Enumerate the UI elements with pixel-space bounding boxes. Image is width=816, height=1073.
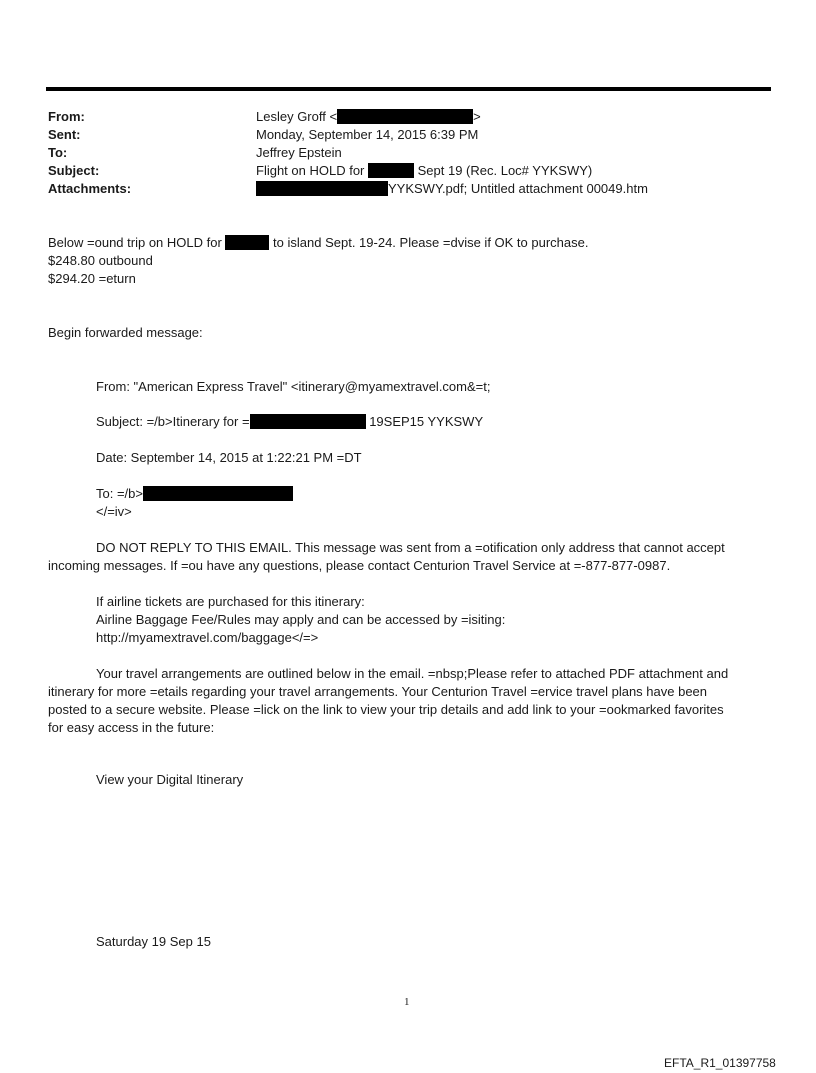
sent-value: Monday, September 14, 2015 6:39 PM	[256, 127, 479, 142]
fwd-subject-prefix: Subject: =/b>Itinerary for =	[96, 414, 250, 429]
sent-label: Sent:	[48, 127, 81, 142]
arrangements-line-3: posted to a secure website. Please =lick on the link to view your trip details and add link to your =ookmarked favorites	[48, 702, 724, 717]
to-value: Jeffrey Epstein	[256, 145, 342, 160]
fwd-to	[96, 485, 293, 503]
fwd-subject-suffix: 19SEP15 YYKSWY	[369, 414, 484, 429]
arrangements-line-2: itinerary for more =etails regarding your travel arrangements. Your Centurion Travel =ervice travel plans have been	[48, 684, 708, 699]
body-line-hold	[48, 234, 588, 252]
itinerary-date-heading: Saturday 19 Sep 15	[96, 934, 211, 949]
from-name: Lesley Groff <	[256, 109, 338, 124]
document-id: EFTA_R1_01397758	[664, 1056, 776, 1070]
redaction-box	[256, 181, 388, 196]
forwarded-intro: Begin forwarded message:	[48, 325, 203, 340]
subject-label: Subject:	[48, 163, 100, 178]
arrangements-line-1: Your travel arrangements are outlined below in the email. =nbsp;Please refer to attached PDF attachment and	[96, 666, 729, 681]
from-value	[256, 108, 481, 125]
donotreply-line-1: DO NOT REPLY TO THIS EMAIL. This message was sent from a =otification only address that cannot accept	[96, 540, 725, 555]
fwd-to-prefix: To: =/b>	[96, 486, 143, 501]
header-rule	[46, 87, 771, 91]
fwd-date: Date: September 14, 2015 at 1:22:21 PM =DT	[96, 450, 362, 465]
to-label: To:	[48, 145, 68, 160]
page-number: 1	[404, 996, 410, 1008]
attachments-value[interactable]	[256, 180, 648, 197]
airline-line-2: Airline Baggage Fee/Rules may apply and can be accessed by =isiting:	[96, 612, 506, 627]
redaction-box	[368, 163, 414, 178]
subject-suffix: Sept 19 (Rec. Loc# YYKSWY)	[417, 163, 593, 178]
redaction-box	[225, 235, 269, 250]
subject-value	[256, 162, 592, 179]
redaction-box	[337, 109, 473, 124]
from-bracket: >	[473, 109, 481, 124]
hold-suffix: to island Sept. 19-24. Please =dvise if OK to purchase.	[273, 235, 589, 250]
redaction-box	[250, 414, 366, 429]
airline-line-1: If airline tickets are purchased for this itinerary:	[96, 594, 365, 609]
fwd-from: From: "American Express Travel" <itinerary@myamextravel.com&=t;	[96, 379, 491, 394]
donotreply-line-2: incoming messages. If =ou have any questions, please contact Centurion Travel Service at =-877-877-0987.	[48, 558, 671, 573]
subject-prefix: Flight on HOLD for	[256, 163, 365, 178]
redaction-box	[143, 486, 293, 501]
hold-prefix: Below =ound trip on HOLD for	[48, 235, 222, 250]
fwd-div-close: </=iv>	[96, 504, 132, 519]
baggage-link[interactable]: http://myamextravel.com/baggage</=>	[96, 630, 319, 645]
view-itinerary-link[interactable]: View your Digital Itinerary	[96, 772, 244, 787]
attachments-files[interactable]: YYKSWY.pdf; Untitled attachment 00049.htm	[388, 181, 648, 196]
arrangements-line-4: for easy access in the future:	[48, 720, 215, 735]
outbound-price: $248.80 outbound	[48, 253, 153, 268]
attachments-label: Attachments:	[48, 181, 132, 196]
fwd-subject	[96, 413, 483, 431]
from-label: From:	[48, 109, 85, 124]
return-price: $294.20 =eturn	[48, 271, 136, 286]
